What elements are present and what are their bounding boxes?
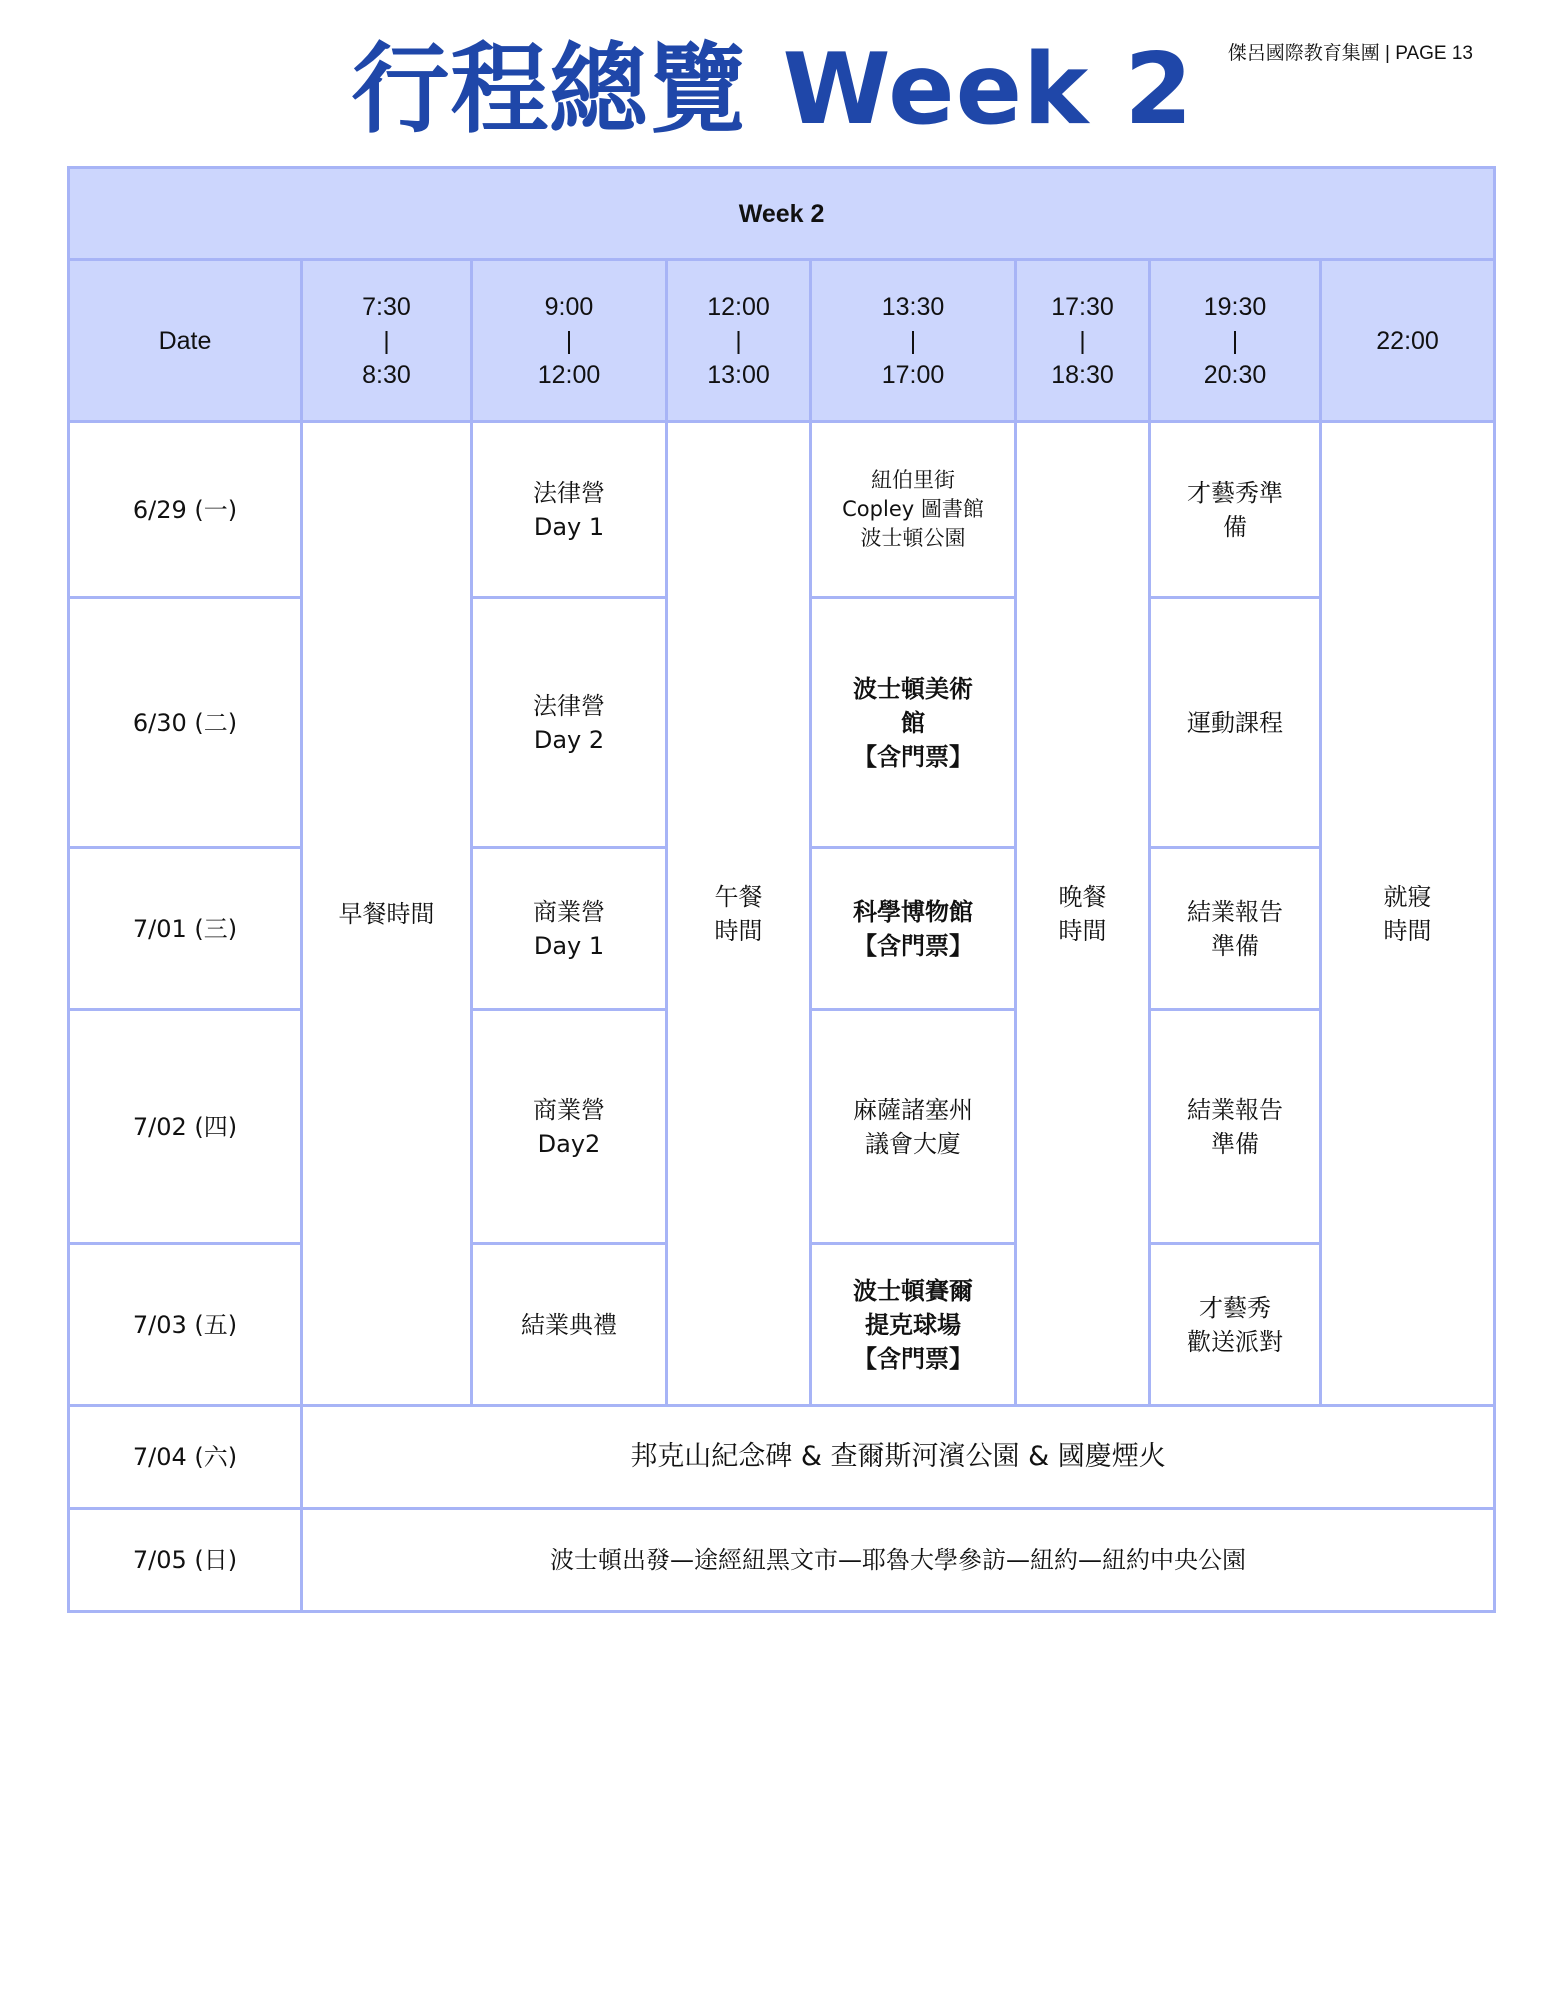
- cell-line: 法律營: [533, 691, 605, 720]
- week-header-row: [69, 168, 1495, 260]
- morning-cell: [472, 1010, 667, 1244]
- bedtime-cell: [1321, 422, 1495, 1406]
- time-start: 9:00: [544, 292, 594, 321]
- full-day-cell: 邦克山紀念碑 & 查爾斯河濱公園 & 國慶煙火: [302, 1406, 1495, 1509]
- cell-line: 時間: [1058, 916, 1107, 945]
- time-start: 19:30: [1203, 292, 1267, 321]
- time-end: 8:30: [362, 360, 411, 389]
- date-cell: 6/30 (二): [69, 598, 302, 848]
- time-slot-1200: [667, 260, 811, 422]
- morning-cell: [472, 1244, 667, 1406]
- afternoon-cell: [811, 598, 1016, 848]
- time-end: 20:30: [1203, 360, 1267, 389]
- evening-cell: [1150, 422, 1321, 598]
- cell-line: 時間: [1383, 916, 1432, 945]
- time-sep: |: [909, 326, 917, 355]
- time-start: 7:30: [362, 292, 411, 321]
- date-cell: 6/29 (一): [69, 422, 302, 598]
- page-title: 行程總覽 Week 2: [351, 33, 1194, 147]
- cell-line: 準備: [1211, 931, 1259, 960]
- cell-line: 運動課程: [1187, 708, 1283, 737]
- week-header: Week 2: [69, 168, 1495, 260]
- cell-line: 麻薩諸塞州: [853, 1095, 973, 1124]
- time-end: 12:00: [537, 360, 601, 389]
- afternoon-cell: [811, 1010, 1016, 1244]
- time-sep: |: [383, 326, 390, 355]
- time-sep: |: [735, 326, 742, 355]
- time-start: 17:30: [1051, 292, 1114, 321]
- cell-line: 紐伯里街: [871, 468, 955, 492]
- cell-line: 備: [1223, 512, 1247, 541]
- cell-line: 【含門票】: [853, 742, 973, 771]
- time-slot-1730: [1016, 260, 1150, 422]
- evening-cell: [1150, 848, 1321, 1010]
- time-slot-1930: [1150, 260, 1321, 422]
- cell-line: 波士頓美術: [853, 674, 973, 703]
- time-header-row: [69, 260, 1495, 422]
- cell-line: 才藝秀準: [1187, 478, 1283, 507]
- breakfast-cell: 早餐時間: [302, 422, 472, 1406]
- time-slot-2200: 22:00: [1321, 260, 1495, 422]
- time-end: 18:30: [1051, 360, 1114, 389]
- afternoon-cell: [811, 848, 1016, 1010]
- cell-line: 結業報告: [1187, 1095, 1283, 1124]
- date-header: Date: [69, 260, 302, 422]
- cell-line: 晚餐: [1058, 882, 1107, 911]
- cell-line: Day 1: [533, 512, 605, 541]
- cell-line: 提克球場: [865, 1310, 961, 1339]
- cell-line: 館: [901, 708, 925, 737]
- cell-line: Copley 圖書館: [842, 497, 984, 521]
- time-sep: |: [1079, 326, 1086, 355]
- time-slot-0900: [472, 260, 667, 422]
- cell-line: 才藝秀: [1199, 1293, 1271, 1322]
- cell-line: 商業營: [533, 897, 605, 926]
- date-cell: 7/05 (日): [69, 1509, 302, 1612]
- afternoon-cell: [811, 1244, 1016, 1406]
- morning-cell: [472, 848, 667, 1010]
- cell-line: 波士頓賽爾: [853, 1276, 973, 1305]
- cell-line: 歡送派對: [1187, 1327, 1283, 1356]
- time-start: 13:30: [881, 292, 945, 321]
- table-row: [69, 1406, 1495, 1509]
- table-row: [69, 1509, 1495, 1612]
- schedule-table: [67, 166, 1496, 1613]
- time-start: 12:00: [707, 292, 770, 321]
- morning-cell: [472, 598, 667, 848]
- lunch-cell: [667, 422, 811, 1406]
- cell-line: 準備: [1211, 1129, 1259, 1158]
- cell-line: 結業典禮: [521, 1310, 617, 1339]
- date-cell: 7/02 (四): [69, 1010, 302, 1244]
- date-cell: 7/04 (六): [69, 1406, 302, 1509]
- full-day-cell: 波士頓出發—途經紐黑文市—耶魯大學參訪—紐約—紐約中央公園: [302, 1509, 1495, 1612]
- cell-line: 商業營: [533, 1095, 605, 1124]
- cell-line: Day 2: [533, 725, 605, 754]
- time-end: 13:00: [707, 360, 770, 389]
- page-label: 傑呂國際教育集團 | PAGE 13: [1227, 43, 1473, 64]
- afternoon-cell: [811, 422, 1016, 598]
- evening-cell: [1150, 598, 1321, 848]
- cell-line: 午餐: [714, 882, 763, 911]
- time-slot-0730: [302, 260, 472, 422]
- cell-line: 議會大廈: [865, 1129, 961, 1158]
- cell-line: 【含門票】: [853, 1344, 973, 1373]
- cell-line: 波士頓公園: [860, 526, 966, 550]
- cell-line: 結業報告: [1187, 897, 1283, 926]
- cell-line: 法律營: [533, 478, 605, 507]
- cell-line: 科學博物館: [853, 897, 973, 926]
- evening-cell: [1150, 1244, 1321, 1406]
- time-sep: |: [565, 326, 573, 355]
- time-end: 17:00: [881, 360, 945, 389]
- time-sep: |: [1231, 326, 1239, 355]
- cell-line: Day2: [537, 1129, 601, 1158]
- date-cell: 7/01 (三): [69, 848, 302, 1010]
- cell-line: Day 1: [533, 931, 605, 960]
- date-cell: 7/03 (五): [69, 1244, 302, 1406]
- cell-line: 時間: [714, 916, 763, 945]
- evening-cell: [1150, 1010, 1321, 1244]
- dinner-cell: [1016, 422, 1150, 1406]
- time-slot-1330: [811, 260, 1016, 422]
- table-row: [69, 422, 1495, 598]
- morning-cell: [472, 422, 667, 598]
- cell-line: 就寢: [1383, 882, 1432, 911]
- cell-line: 【含門票】: [853, 931, 973, 960]
